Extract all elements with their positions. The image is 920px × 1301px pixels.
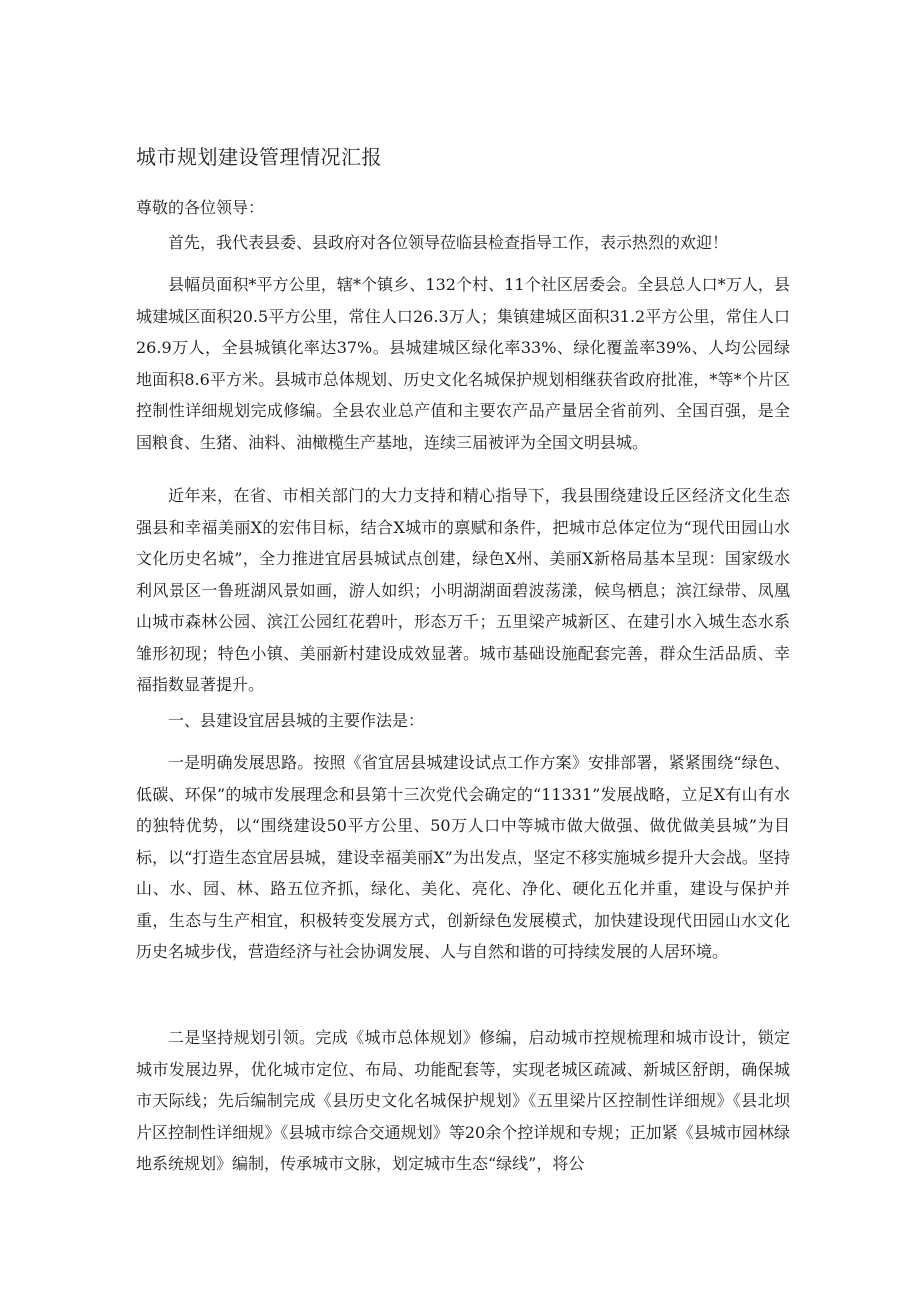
paragraph-county-overview: 县幅员面积*平方公里，辖*个镇乡、132个村、11个社区居委会。全县总人口*万人，县城建城区面积20.5平方公里，常住人口26.3万人；集镇建城区面积31.2平方公里，常住人口26.9万人，全县城镇化率达37%。县城建城区绿化率33%、绿化覆盖率39%、人均公园绿地面积8.6平方米。县城市总体规划、历史文化名城保护规划相继获省政府批准，*等*个片区控制性详细规划完成修编。全县农业总产值和主要农产品产量居全省前列、全国百强，是全国粮食、生猪、油料、油橄榄生产基地，连续三届被评为全国文明县城。 (136, 275, 790, 452)
paragraph-planning-guidance: 二是坚持规划引领。完成《城市总体规划》修编，启动城市控规梳理和城市设计，锁定城市发展边界，优化城市定位、布局、功能配套等，实现老城区疏减、新城区舒朗，确保城市天际线；先后编制完成《县历史文化名城保护规划》《五里梁片区控制性详细规》《县北坝片区控制性详细规》《县城市综合交通规划》等20余个控详规和专规；正加紧《县城市园林绿地系统规划》编制，传承城市文脉，划定城市生态“绿线”，将公 (136, 1028, 790, 1173)
section-heading: 一、县建设宜居县城的主要作法是： (168, 711, 425, 730)
salutation: 尊敬的各位领导： (136, 198, 265, 217)
paragraph-recent-years: 近年来，在省、市相关部门的大力支持和精心指导下，我县围绕建设丘区经济文化生态强县和幸福美丽X的宏伟目标，结合X城市的禀赋和条件，把城市总体定位为“现代田园山水文化历史名城”，全力推进宜居县城试点创建，绿色X州、美丽X新格局基本呈现：国家级水利风景区一鲁班湖风景如画，游人如织；小明湖湖面碧波荡漾，候鸟栖息；滨江绿带、凤凰山城市森林公园、滨江公园红花碧叶，形态万千；五里梁产城新区、在建引水入城生态水系雏形初现；特色小镇、美丽新村建设成效显著。城市基础设施配套完善，群众生活品质、幸福指数显著提升。 (136, 486, 790, 694)
page-title: 城市规划建设管理情况汇报 (136, 145, 382, 169)
paragraph-welcome: 首先，我代表县委、县政府对各位领导莅临县检查指导工作，表示热烈的欢迎！ (168, 233, 729, 252)
paragraph-development-ideas: 一是明确发展思路。按照《省宜居县城建设试点工作方案》安排部署，紧紧围绕“绿色、低碳、环保”的城市发展理念和县第十三次党代会确定的“11331”发展战略，立足X有山有水的独特优势，以“围绕建设50平方公里、50万人口中等城市做大做强、做优做美县城”为目标，以“打造生态宜居县城，建设幸福美丽X”为出发点，坚定不移实施城乡提升大会战。坚持山、水、园、林、路五位齐抓，绿化、美化、亮化、净化、硬化五化并重，建设与保护并重，生态与生产相宜，积极转变发展方式，创新绿色发展模式，加快建设现代田园山水文化历史名城步伐，营造经济与社会协调发展、人与自然和谐的可持续发展的人居环境。 (136, 753, 790, 961)
